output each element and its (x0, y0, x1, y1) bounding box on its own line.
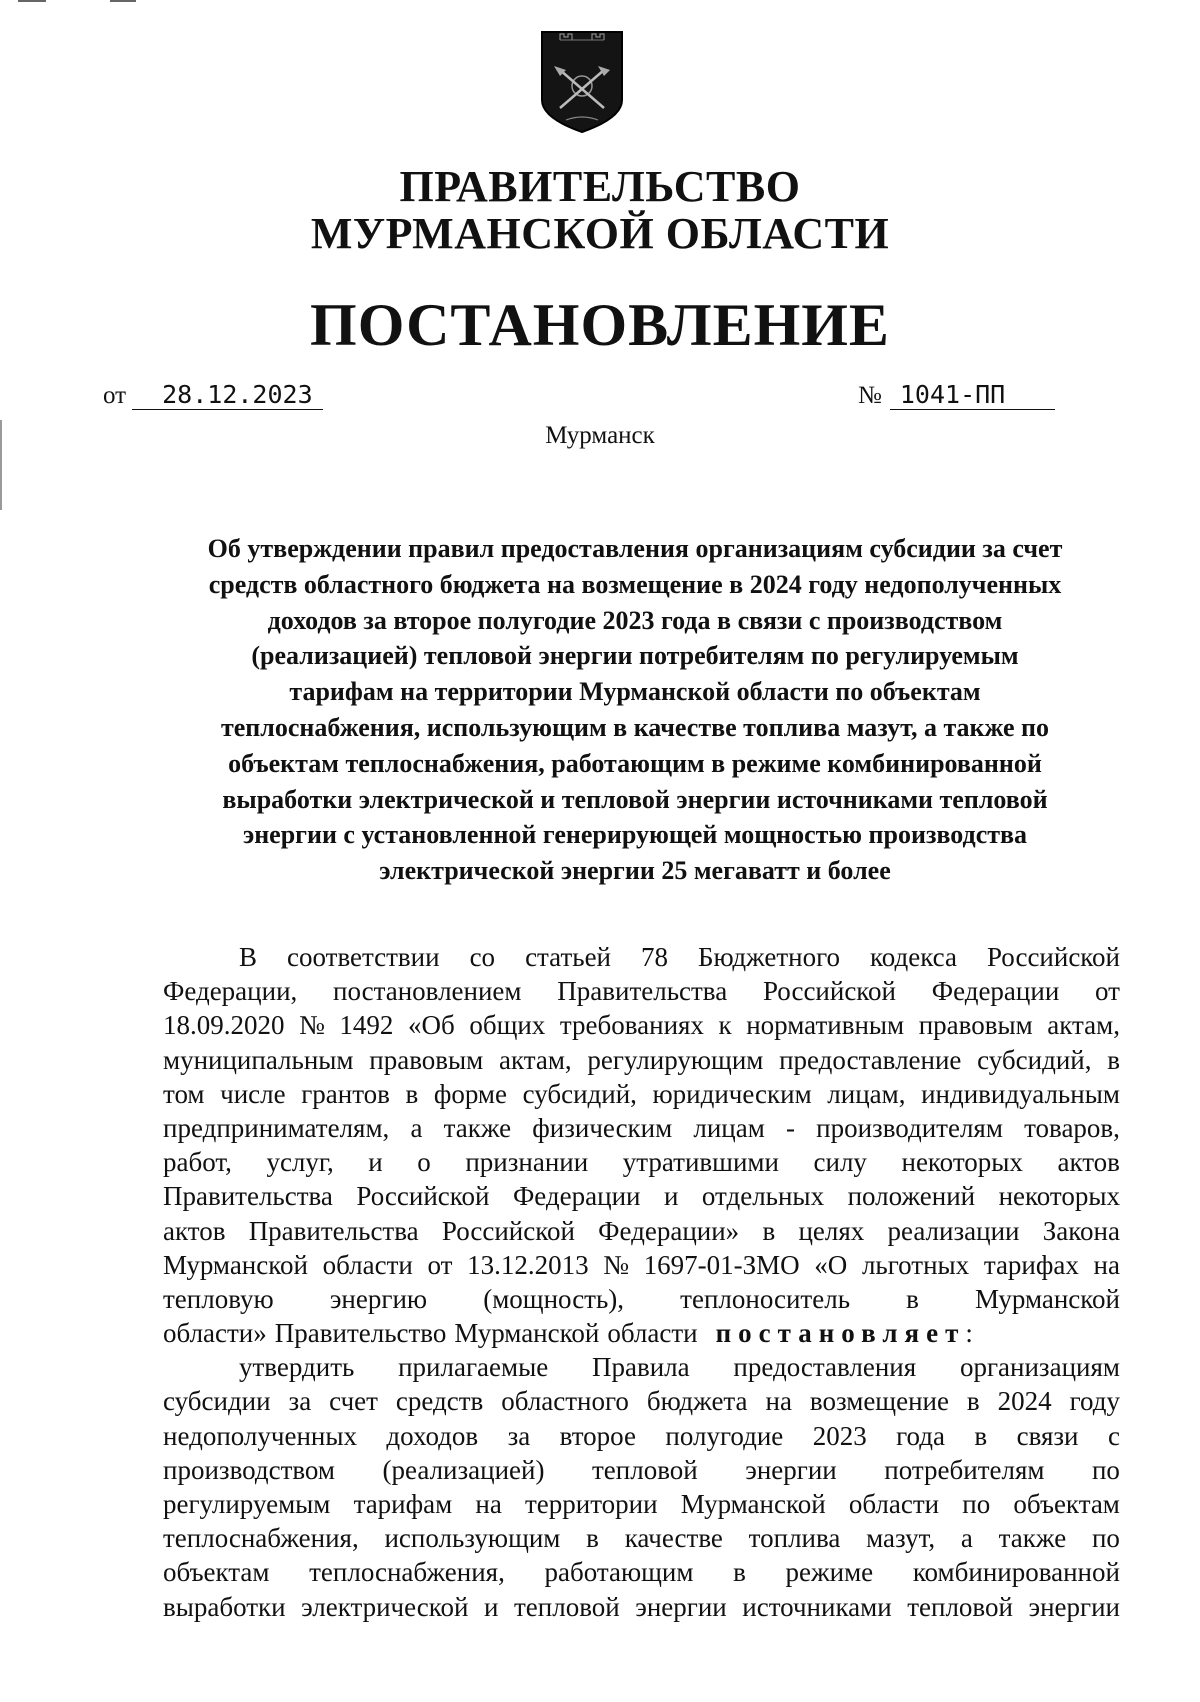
body-word: со (469, 942, 496, 972)
body-word: физическим (532, 1112, 673, 1143)
body-word: субсидий, (977, 1044, 1092, 1075)
body-word: о (417, 1147, 431, 1178)
body-word: 1492 (339, 1010, 394, 1041)
body-word: некоторых (998, 1181, 1120, 1212)
body-line (163, 940, 1120, 974)
body-word: работающим (544, 1557, 694, 1588)
body-word: в (733, 1557, 746, 1588)
body-word: предоставления (733, 1352, 917, 1383)
body-word: от (427, 1249, 453, 1280)
body-word: общих (469, 1010, 546, 1041)
body-word: в (762, 1215, 776, 1246)
body-word: (реализацией) (382, 1454, 545, 1485)
subject-line: энергии с установленной генерирующей мощностью производства (242, 820, 1028, 850)
resolves-word: постановляет (715, 1318, 966, 1349)
body-word: счет (329, 1386, 378, 1417)
body-word: области (607, 1318, 698, 1349)
body-word: средств (395, 1386, 484, 1417)
body-word: возмещение (809, 1386, 949, 1417)
body-word: территории (524, 1489, 658, 1519)
body-word: режиме (785, 1557, 874, 1588)
body-word: Мурманской (975, 1283, 1120, 1314)
body-word: актов (163, 1215, 226, 1246)
body-word: организациям (959, 1352, 1120, 1383)
body-word: 78 (641, 942, 669, 972)
body-word: производством (163, 1454, 336, 1485)
body-word: Федерации (931, 976, 1060, 1007)
body-word: правовым (369, 1044, 484, 1075)
body-word: Мурманской (680, 1489, 826, 1519)
body-word: в (586, 1523, 599, 1554)
body-word: мазут, (866, 1523, 936, 1554)
document-subject (150, 531, 1120, 889)
body-word: кодекса (870, 942, 957, 972)
body-word: полугодие (665, 1420, 784, 1451)
body-word: 13.12.2013 (467, 1249, 589, 1280)
body-word: году (1069, 1386, 1120, 1417)
date-prefix: от (103, 382, 127, 409)
subject-line: выработки электрической и тепловой энергии источниками тепловой (222, 784, 1048, 814)
body-word: по (1091, 1454, 1120, 1485)
body-word: № (603, 1249, 629, 1280)
body-line (163, 1043, 1120, 1077)
body-word: отдельных (701, 1181, 825, 1212)
date-value: 28.12.2023 (132, 381, 323, 410)
body-word: (мощность), (483, 1283, 625, 1314)
subject-line: электрической энергии 25 мегаватт и более (379, 856, 891, 886)
body-word: источниками (742, 1591, 892, 1622)
body-word: в (906, 1283, 919, 1314)
body-word: услуг, (266, 1147, 334, 1178)
body-word: к (718, 1010, 732, 1041)
body-word: также (998, 1523, 1067, 1554)
body-word: муниципальным (163, 1044, 354, 1075)
body-line (163, 1384, 1120, 1418)
document-type-title: ПОСТАНОВЛЕНИЕ (310, 292, 890, 358)
scan-artifact (110, 0, 136, 2)
body-word: том (163, 1078, 205, 1109)
body-line (163, 1453, 1120, 1487)
body-word: числе (220, 1078, 286, 1109)
subject-line: средств областного бюджета на возмещение в 2024 году недополученных (208, 569, 1062, 599)
body-word: Мурманской (163, 1249, 308, 1280)
body-word: второе (559, 1420, 636, 1451)
body-word: областного (501, 1386, 629, 1417)
body-word: качестве (624, 1523, 723, 1554)
body-word: бюджета (646, 1386, 748, 1417)
body-word: с (1107, 1420, 1120, 1451)
body-line (163, 1316, 1120, 1350)
body-word: некоторых (901, 1147, 1023, 1178)
body-word: статьей (525, 942, 612, 972)
body-word: в (974, 1420, 988, 1451)
body-word: использующим (384, 1523, 561, 1554)
body-word: признании (465, 1147, 589, 1178)
body-word: 2024 (997, 1386, 1052, 1417)
body-word: положений (847, 1181, 976, 1212)
body-word: выработки (163, 1591, 286, 1622)
body-word: Федерации» (598, 1215, 740, 1246)
body-word: Правительства (163, 1181, 333, 1212)
body-word: «О (814, 1249, 848, 1280)
body-word: актам, (1047, 1010, 1120, 1041)
subject-line: объектам теплоснабжения, работающим в режиме комбинированной (228, 748, 1042, 778)
body-word: предоставление (779, 1044, 962, 1075)
body-word: электрической (301, 1591, 469, 1622)
body-line (163, 1008, 1120, 1042)
body-word: на (765, 1386, 792, 1417)
body-line (163, 1419, 1120, 1453)
body-word: на (475, 1489, 502, 1519)
government-title-line1: ПРАВИТЕЛЬСТВО (399, 162, 801, 211)
body-word: Федерации, (163, 976, 298, 1007)
body-word: соответствии (287, 942, 440, 972)
body-word: на (1093, 1249, 1120, 1280)
body-word: за (288, 1386, 312, 1417)
body-word: грантов (301, 1078, 390, 1109)
body-word: Российской (762, 976, 896, 1007)
body-line (163, 1111, 1120, 1145)
body-word: утратившими (622, 1147, 779, 1178)
body-word: лицам, (827, 1078, 906, 1109)
body-word: по (1091, 1523, 1120, 1554)
body-line (163, 1248, 1120, 1282)
body-word: а (960, 1523, 973, 1554)
body-word: работ, (163, 1147, 232, 1178)
body-word: тарифах (983, 1249, 1079, 1280)
document-date (103, 381, 323, 411)
body-word: индивидуальным (921, 1078, 1120, 1109)
body-word: топлива (748, 1523, 841, 1554)
body-word: В (239, 942, 258, 972)
body-word: производителям (816, 1112, 1003, 1143)
document-body (163, 940, 1120, 1624)
number-prefix: № (858, 382, 882, 409)
body-word: льготных (861, 1249, 970, 1280)
body-word: Российской (441, 1215, 575, 1246)
body-word: актам, (498, 1044, 572, 1075)
body-line (163, 1521, 1120, 1555)
body-word: реализации (887, 1215, 1020, 1246)
number-value: 1041-ПП (890, 381, 1055, 410)
body-word: энергии (745, 1454, 837, 1485)
body-word: регулируемым (163, 1489, 331, 1519)
subject-line: тарифам на территории Мурманской области по объектам (289, 677, 981, 707)
body-word: Правила (592, 1352, 690, 1383)
body-word: в (966, 1386, 980, 1417)
body-word: объектам (1013, 1489, 1120, 1519)
body-word: нормативным (746, 1010, 905, 1041)
body-word: теплоснабжения, (309, 1557, 505, 1588)
body-word: Российской (356, 1181, 490, 1212)
body-word: от (1095, 976, 1120, 1007)
body-word: связи (1016, 1420, 1079, 1451)
body-word: тепловой (592, 1454, 698, 1485)
body-line (163, 1179, 1120, 1213)
body-word: по (962, 1489, 991, 1519)
body-word: тепловую (163, 1283, 274, 1314)
body-word: области» (163, 1318, 267, 1349)
body-line (163, 974, 1120, 1008)
body-line (163, 1590, 1120, 1624)
body-line (163, 1282, 1120, 1316)
scan-artifact (18, 0, 46, 2)
body-word: в (405, 1078, 419, 1109)
body-word: - (785, 1112, 795, 1143)
body-word: тепловой (514, 1591, 620, 1622)
body-word: недополученных (163, 1420, 357, 1451)
body-word: в (1107, 1044, 1120, 1075)
body-word: силу (813, 1147, 867, 1178)
document-number (858, 381, 1055, 411)
body-word: Бюджетного (698, 942, 840, 972)
body-word: Правительства (557, 976, 728, 1007)
body-word: года (896, 1420, 945, 1451)
subject-line: Об утверждении правил предоставления организациям субсидии за счет (207, 534, 1063, 563)
body-line (163, 1350, 1120, 1384)
body-word: Правительства (248, 1215, 419, 1246)
body-word: актов (1057, 1147, 1120, 1178)
body-word: товаров, (1024, 1112, 1120, 1143)
body-word: 18.09.2020 (163, 1010, 285, 1041)
body-word: области (848, 1489, 940, 1519)
body-word: целях (798, 1215, 865, 1246)
body-word: регулирующим (587, 1044, 764, 1075)
body-line (163, 1487, 1120, 1521)
body-word: лицам (693, 1112, 765, 1143)
body-word: постановлением (333, 976, 522, 1007)
body-word: предпринимателям, (163, 1112, 390, 1143)
body-word: Закона (1042, 1215, 1120, 1246)
body-word: и (484, 1591, 499, 1622)
body-word: а (410, 1112, 423, 1143)
body-word: и (368, 1147, 383, 1178)
body-word: требованиях (559, 1010, 704, 1041)
body-word: комбинированной (912, 1557, 1120, 1588)
body-word: форме (433, 1078, 507, 1109)
body-word: утвердить (239, 1352, 355, 1383)
body-word: 1697-01-ЗМО (643, 1249, 800, 1280)
body-word: теплоноситель (680, 1283, 851, 1314)
body-line (163, 1077, 1120, 1111)
body-word: доходов (386, 1420, 479, 1451)
body-word: области (322, 1249, 413, 1280)
body-word: 2023 (812, 1420, 867, 1451)
body-word: Российской (986, 942, 1120, 972)
body-word: объектам (163, 1557, 270, 1588)
body-word: тарифам (353, 1489, 453, 1519)
body-word: тепловой (907, 1591, 1013, 1622)
body-word: прилагаемые (398, 1352, 549, 1383)
body-word: субсидии (163, 1386, 271, 1417)
government-title-line2: МУРМАНСКОЙ ОБЛАСТИ (310, 209, 890, 258)
subject-line: теплоснабжения, использующим в качестве топлива мазут, а также по (220, 712, 1050, 742)
resolves-suffix: : (965, 1318, 973, 1349)
subject-line: (реализацией) тепловой энергии потребителям по регулируемым (251, 641, 1019, 671)
body-word: № (299, 1010, 325, 1041)
body-word: Правительство (274, 1318, 447, 1349)
body-word: Федерации (512, 1181, 641, 1212)
body-word: за (507, 1420, 531, 1451)
body-word: также (443, 1112, 512, 1143)
body-word: правовым (918, 1010, 1033, 1041)
body-word: юридическим (652, 1078, 812, 1109)
body-word: энергию (329, 1283, 428, 1314)
coat-of-arms-icon (538, 30, 626, 134)
body-line (163, 1214, 1120, 1248)
body-word: и (663, 1181, 679, 1212)
body-word: субсидий, (522, 1078, 637, 1109)
body-line (163, 1145, 1120, 1179)
body-word: энергии (635, 1591, 727, 1622)
body-word: «Об (408, 1010, 455, 1041)
body-word: потребителям (884, 1454, 1045, 1485)
body-word: теплоснабжения, (163, 1523, 359, 1554)
body-line (163, 1555, 1120, 1589)
subject-line: доходов за второе полугодие 2023 года в связи с производством (267, 605, 1003, 635)
city-name: Мурманск (545, 422, 655, 449)
body-word: энергии (1028, 1591, 1120, 1622)
body-word: Мурманской (454, 1318, 600, 1349)
